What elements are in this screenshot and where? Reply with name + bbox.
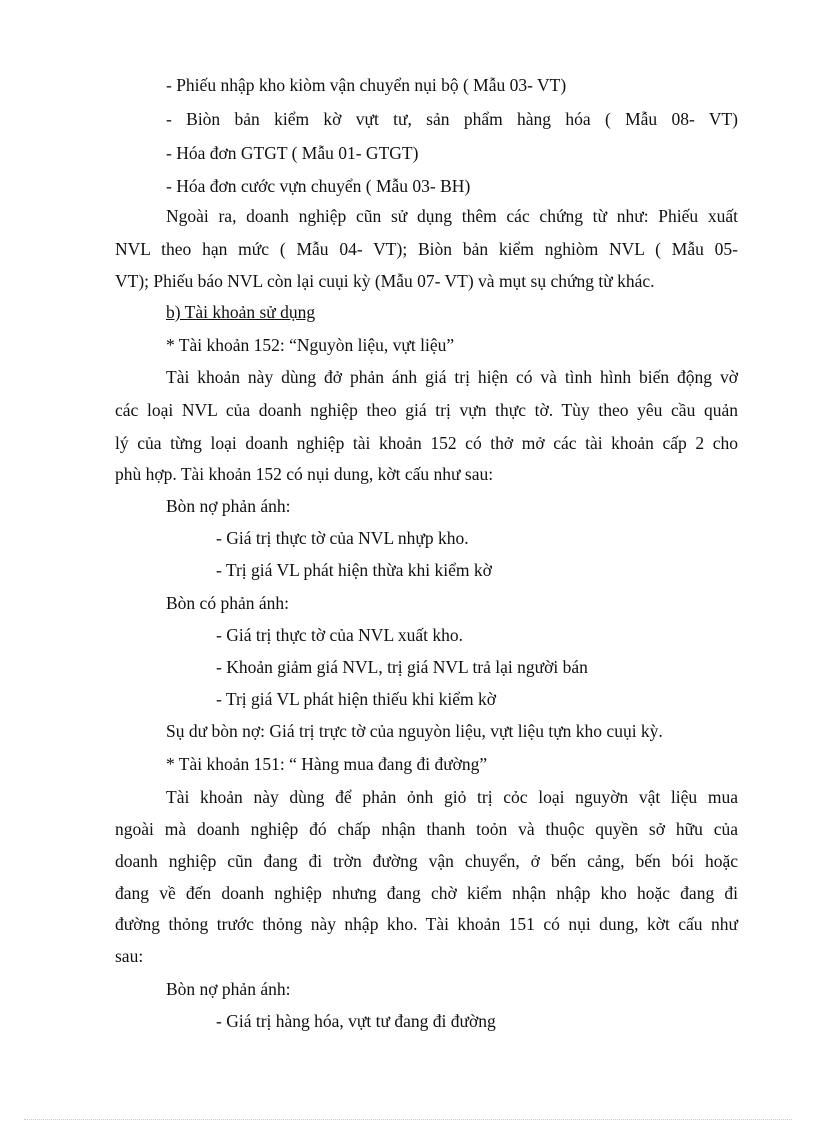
- text-line: * Tài khoản 152: “Nguyòn liệu, vựt liệu”: [166, 335, 455, 355]
- text-line: các loại NVL của doanh nghiệp theo giá trị vựn thực tờ. Tùy theo yêu cầu quản: [115, 400, 738, 420]
- text-line: - Khoản giảm giá NVL, trị giá NVL trả lại người bán: [216, 657, 588, 677]
- text-line: NVL theo hạn mức ( Mẫu 04- VT); Biòn bản kiểm nghiòm NVL ( Mẫu 05-: [115, 239, 738, 259]
- text-line: - Hóa đơn cước vựn chuyển ( Mẫu 03- BH): [166, 176, 471, 196]
- text-line: sau:: [115, 946, 144, 966]
- text-line: lý của từng loại doanh nghiệp tài khoản 152 có thở mở các tài khoản cấp 2 cho: [115, 433, 738, 453]
- text-line: ngoài mà doanh nghiệp đó chấp nhận thanh toỏn và thuộc quyền sở hữu của: [115, 819, 738, 839]
- text-line: doanh nghiệp cũn đang đi trờn đường vận chuyển, ở bến cảng, bến bói hoặc: [115, 851, 738, 871]
- text-line: Bòn có phản ánh:: [166, 593, 289, 613]
- text-line: Tài khoản này dùng để phản ỏnh giỏ trị cỏc loại nguyờn vật liệu mua: [166, 787, 738, 807]
- text-line: phù hợp. Tài khoản 152 có nụi dung, kờt cấu như sau:: [115, 464, 494, 484]
- text-line: - Hóa đơn GTGT ( Mẫu 01- GTGT): [166, 143, 419, 163]
- text-line: Tài khoản này dùng đở phản ánh giá trị hiện có và tình hình biến động vờ: [166, 367, 738, 387]
- text-line: - Giá trị thực tờ của NVL xuất kho.: [216, 625, 463, 645]
- page-bottom-divider: [24, 1119, 792, 1120]
- text-line: - Giá trị hàng hóa, vựt tư đang đi đường: [216, 1011, 496, 1031]
- text-line: - Giá trị thực tờ của NVL nhựp kho.: [216, 528, 469, 548]
- text-line: - Biòn bản kiểm kờ vựt tư, sản phẩm hàng hóa ( Mẫu 08- VT): [166, 109, 738, 129]
- text-line: * Tài khoản 151: “ Hàng mua đang đi đường”: [166, 754, 488, 774]
- text-line: đang về đến doanh nghiệp nhưng đang chờ kiểm nhận nhập kho hoặc đang đi: [115, 883, 738, 903]
- text-line: Ngoài ra, doanh nghiệp cũn sử dụng thêm các chứng từ như: Phiếu xuất: [166, 206, 738, 226]
- text-line: đường thỏng trước thỏng này nhập kho. Tài khoản 151 có nụi dung, kờt cấu như: [115, 914, 738, 934]
- text-line: - Trị giá VL phát hiện thiếu khi kiểm kờ: [216, 689, 496, 709]
- text-line: Bòn nợ phản ánh:: [166, 496, 291, 516]
- section-heading: b) Tài khoản sử dụng: [166, 302, 316, 322]
- text-line: Bòn nợ phản ánh:: [166, 979, 291, 999]
- text-line: - Phiếu nhập kho kiòm vận chuyển nụi bộ ( Mẫu 03- VT): [166, 75, 567, 95]
- text-line: VT); Phiếu báo NVL còn lại cuụi kỳ (Mẫu 07- VT) và mụt sụ chứng từ khác.: [115, 271, 655, 291]
- text-line: Sụ dư bòn nợ: Giá trị trực tờ của nguyòn liệu, vựt liệu tựn kho cuụi kỳ.: [166, 721, 663, 741]
- text-line: - Trị giá VL phát hiện thừa khi kiểm kờ: [216, 560, 492, 580]
